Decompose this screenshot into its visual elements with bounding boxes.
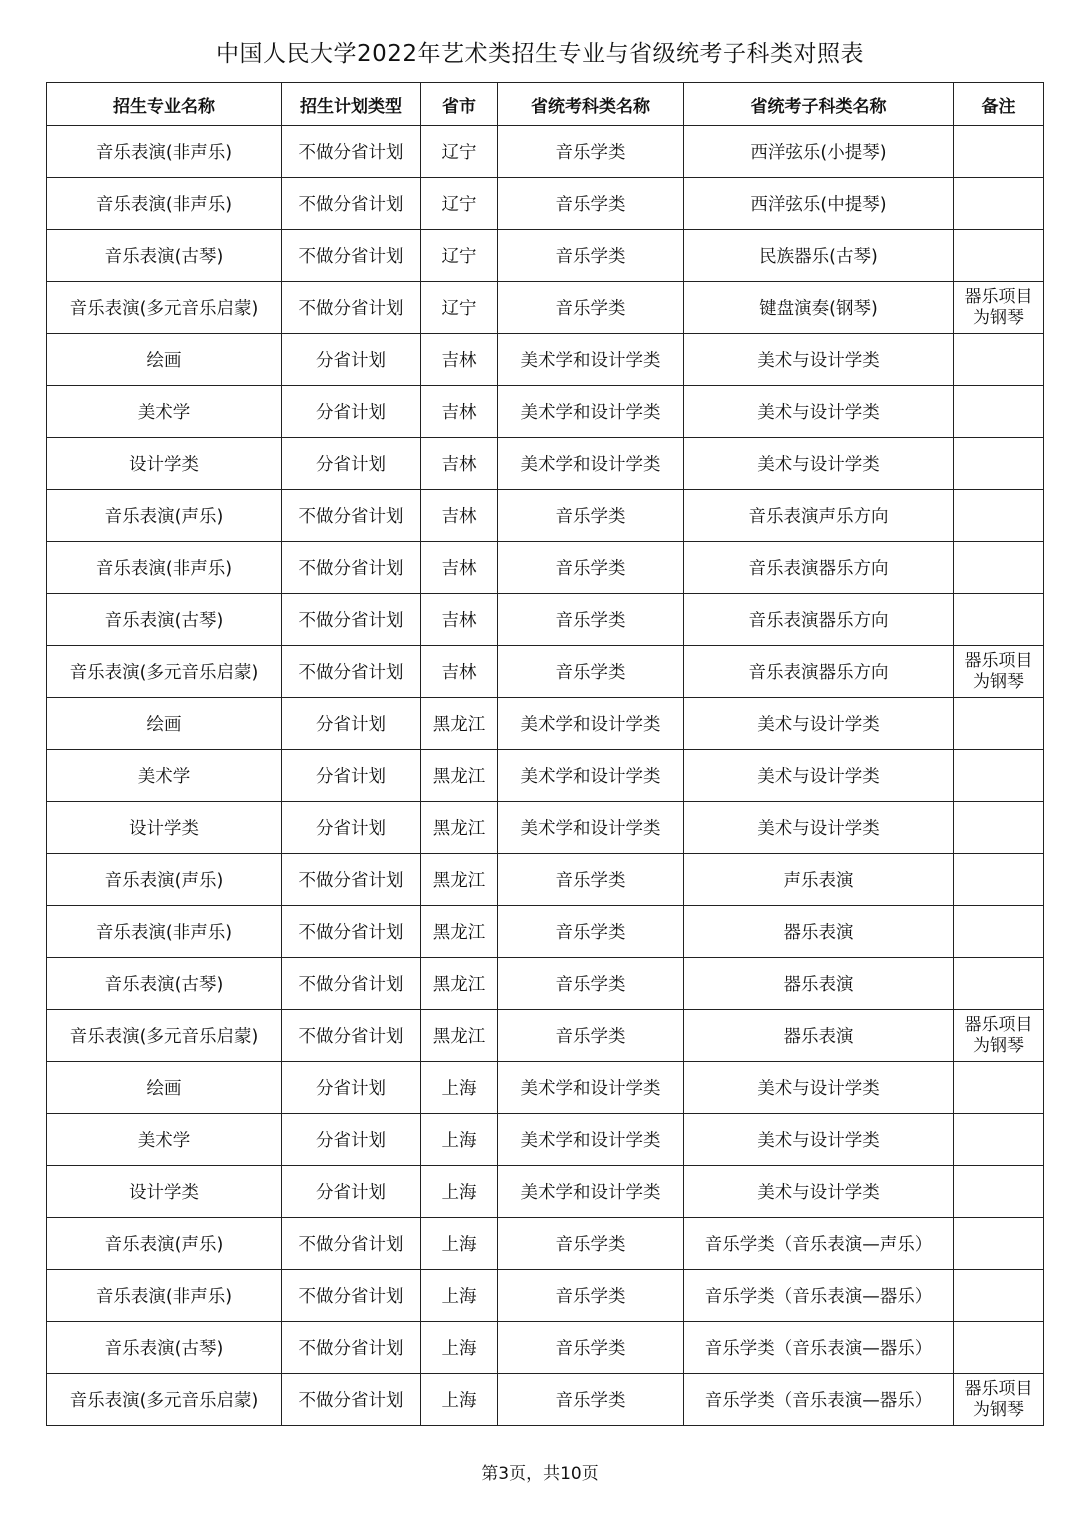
cell-major: 音乐表演(非声乐) [47,126,282,178]
cell-province: 黑龙江 [421,958,498,1010]
cell-province: 辽宁 [421,282,498,334]
table-row [47,1322,1044,1374]
cell-major: 音乐表演(非声乐) [47,542,282,594]
table-header-row [47,83,1044,126]
column-header-province: 省市 [421,83,498,126]
cell-plan-type: 不做分省计划 [282,1218,421,1270]
cell-note: 器乐项目 为钢琴 [954,1374,1044,1426]
cell-note [954,1166,1044,1218]
cell-sub-category: 音乐表演器乐方向 [684,646,954,698]
cell-province: 上海 [421,1062,498,1114]
cell-plan-type: 不做分省计划 [282,230,421,282]
cell-sub-category: 西洋弦乐(中提琴) [684,178,954,230]
cell-plan-type: 不做分省计划 [282,1270,421,1322]
table-row [47,594,1044,646]
cell-note: 器乐项目 为钢琴 [954,282,1044,334]
cell-plan-type: 不做分省计划 [282,1322,421,1374]
cell-note: 器乐项目 为钢琴 [954,646,1044,698]
table-row [47,542,1044,594]
cell-province: 上海 [421,1322,498,1374]
cell-major: 设计学类 [47,1166,282,1218]
cell-plan-type: 不做分省计划 [282,854,421,906]
page-number: 第3页，共10页 [481,1464,599,1484]
cell-sub-category: 美术与设计学类 [684,802,954,854]
cell-major: 音乐表演(多元音乐启蒙) [47,282,282,334]
cell-sub-category: 美术与设计学类 [684,386,954,438]
cell-province: 吉林 [421,490,498,542]
cell-major: 绘画 [47,698,282,750]
column-header-sub-category: 省统考子科类名称 [684,83,954,126]
cell-sub-category: 键盘演奏(钢琴) [684,282,954,334]
cell-major: 音乐表演(多元音乐启蒙) [47,646,282,698]
cell-major: 设计学类 [47,438,282,490]
cell-province: 辽宁 [421,230,498,282]
cell-exam-category: 音乐学类 [498,230,684,282]
cell-exam-category: 音乐学类 [498,594,684,646]
cell-sub-category: 音乐表演声乐方向 [684,490,954,542]
cell-exam-category: 音乐学类 [498,126,684,178]
cell-sub-category: 音乐学类（音乐表演—声乐） [684,1218,954,1270]
cell-note [954,854,1044,906]
cell-note [954,750,1044,802]
cell-exam-category: 音乐学类 [498,854,684,906]
table-row [47,906,1044,958]
cell-major: 音乐表演(声乐) [47,1218,282,1270]
major-category-table [46,82,1044,1426]
cell-exam-category: 音乐学类 [498,646,684,698]
cell-sub-category: 器乐表演 [684,1010,954,1062]
table-row [47,698,1044,750]
cell-sub-category: 音乐表演器乐方向 [684,542,954,594]
cell-note [954,542,1044,594]
cell-note [954,594,1044,646]
cell-sub-category: 声乐表演 [684,854,954,906]
cell-exam-category: 美术学和设计学类 [498,1114,684,1166]
cell-plan-type: 不做分省计划 [282,1010,421,1062]
column-header-major: 招生专业名称 [47,83,282,126]
cell-major: 绘画 [47,334,282,386]
cell-exam-category: 美术学和设计学类 [498,750,684,802]
cell-plan-type: 不做分省计划 [282,958,421,1010]
cell-plan-type: 分省计划 [282,750,421,802]
cell-note: 器乐项目 为钢琴 [954,1010,1044,1062]
column-header-exam-category: 省统考科类名称 [498,83,684,126]
cell-exam-category: 音乐学类 [498,906,684,958]
cell-exam-category: 音乐学类 [498,178,684,230]
table-row [47,750,1044,802]
cell-province: 吉林 [421,334,498,386]
cell-note [954,1322,1044,1374]
cell-sub-category: 美术与设计学类 [684,334,954,386]
table-row [47,178,1044,230]
cell-sub-category: 美术与设计学类 [684,1114,954,1166]
table-row [47,490,1044,542]
cell-sub-category: 音乐表演器乐方向 [684,594,954,646]
cell-sub-category: 音乐学类（音乐表演—器乐） [684,1270,954,1322]
cell-sub-category: 器乐表演 [684,906,954,958]
cell-note [954,1218,1044,1270]
cell-plan-type: 不做分省计划 [282,490,421,542]
cell-province: 吉林 [421,646,498,698]
cell-plan-type: 分省计划 [282,438,421,490]
cell-exam-category: 美术学和设计学类 [498,1166,684,1218]
cell-note [954,438,1044,490]
cell-province: 黑龙江 [421,802,498,854]
cell-exam-category: 音乐学类 [498,282,684,334]
cell-note [954,490,1044,542]
table-row [47,646,1044,698]
cell-province: 黑龙江 [421,906,498,958]
table-body [47,126,1044,1426]
cell-plan-type: 不做分省计划 [282,906,421,958]
table-row [47,1166,1044,1218]
cell-plan-type: 不做分省计划 [282,282,421,334]
cell-province: 辽宁 [421,178,498,230]
table-row [47,334,1044,386]
cell-major: 音乐表演(古琴) [47,1322,282,1374]
cell-province: 上海 [421,1218,498,1270]
cell-plan-type: 不做分省计划 [282,126,421,178]
cell-province: 吉林 [421,386,498,438]
cell-note [954,126,1044,178]
cell-major: 美术学 [47,386,282,438]
column-header-plan-type: 招生计划类型 [282,83,421,126]
cell-province: 吉林 [421,594,498,646]
cell-sub-category: 美术与设计学类 [684,750,954,802]
cell-exam-category: 美术学和设计学类 [498,386,684,438]
cell-note [954,802,1044,854]
cell-sub-category: 音乐学类（音乐表演—器乐） [684,1322,954,1374]
cell-exam-category: 美术学和设计学类 [498,802,684,854]
cell-plan-type: 分省计划 [282,1062,421,1114]
cell-major: 音乐表演(声乐) [47,490,282,542]
table-row [47,1270,1044,1322]
cell-exam-category: 音乐学类 [498,1322,684,1374]
table-row [47,854,1044,906]
cell-note [954,1270,1044,1322]
cell-major: 音乐表演(多元音乐启蒙) [47,1010,282,1062]
cell-major: 绘画 [47,1062,282,1114]
cell-province: 上海 [421,1114,498,1166]
cell-exam-category: 音乐学类 [498,542,684,594]
cell-sub-category: 西洋弦乐(小提琴) [684,126,954,178]
column-header-note: 备注 [954,83,1044,126]
cell-exam-category: 音乐学类 [498,958,684,1010]
cell-plan-type: 分省计划 [282,1114,421,1166]
cell-exam-category: 美术学和设计学类 [498,438,684,490]
table-row [47,1062,1044,1114]
cell-exam-category: 音乐学类 [498,1270,684,1322]
table-row [47,958,1044,1010]
table-row [47,1374,1044,1426]
cell-exam-category: 音乐学类 [498,490,684,542]
cell-exam-category: 音乐学类 [498,1374,684,1426]
cell-plan-type: 不做分省计划 [282,646,421,698]
cell-province: 上海 [421,1270,498,1322]
table-row [47,1010,1044,1062]
cell-major: 音乐表演(非声乐) [47,906,282,958]
table-row [47,282,1044,334]
table-row [47,126,1044,178]
cell-sub-category: 音乐学类（音乐表演—器乐） [684,1374,954,1426]
cell-major: 音乐表演(古琴) [47,230,282,282]
cell-major: 美术学 [47,750,282,802]
cell-plan-type: 不做分省计划 [282,542,421,594]
cell-note [954,1114,1044,1166]
cell-province: 黑龙江 [421,750,498,802]
cell-plan-type: 分省计划 [282,334,421,386]
cell-plan-type: 分省计划 [282,386,421,438]
table-row [47,1114,1044,1166]
cell-note [954,334,1044,386]
cell-note [954,958,1044,1010]
cell-province: 吉林 [421,438,498,490]
cell-sub-category: 美术与设计学类 [684,698,954,750]
cell-major: 音乐表演(非声乐) [47,1270,282,1322]
table-row [47,230,1044,282]
cell-sub-category: 美术与设计学类 [684,1166,954,1218]
cell-major: 美术学 [47,1114,282,1166]
cell-province: 上海 [421,1374,498,1426]
cell-exam-category: 美术学和设计学类 [498,698,684,750]
cell-plan-type: 分省计划 [282,802,421,854]
cell-sub-category: 美术与设计学类 [684,438,954,490]
cell-major: 音乐表演(非声乐) [47,178,282,230]
cell-plan-type: 不做分省计划 [282,1374,421,1426]
cell-plan-type: 不做分省计划 [282,178,421,230]
document-title: 中国人民大学2022年艺术类招生专业与省级统考子科类对照表 [215,41,865,67]
table-row [47,802,1044,854]
table-row [47,386,1044,438]
table-row [47,438,1044,490]
cell-note [954,386,1044,438]
cell-province: 辽宁 [421,126,498,178]
cell-major: 音乐表演(古琴) [47,958,282,1010]
cell-exam-category: 美术学和设计学类 [498,334,684,386]
cell-province: 上海 [421,1166,498,1218]
cell-note [954,698,1044,750]
table-row [47,1218,1044,1270]
cell-major: 设计学类 [47,802,282,854]
cell-province: 黑龙江 [421,1010,498,1062]
cell-major: 音乐表演(多元音乐启蒙) [47,1374,282,1426]
cell-province: 吉林 [421,542,498,594]
cell-note [954,906,1044,958]
cell-province: 黑龙江 [421,854,498,906]
cell-plan-type: 不做分省计划 [282,594,421,646]
cell-exam-category: 音乐学类 [498,1218,684,1270]
cell-exam-category: 音乐学类 [498,1010,684,1062]
cell-plan-type: 分省计划 [282,1166,421,1218]
cell-sub-category: 民族器乐(古琴) [684,230,954,282]
cell-sub-category: 器乐表演 [684,958,954,1010]
cell-note [954,230,1044,282]
cell-major: 音乐表演(古琴) [47,594,282,646]
cell-major: 音乐表演(声乐) [47,854,282,906]
cell-province: 黑龙江 [421,698,498,750]
cell-sub-category: 美术与设计学类 [684,1062,954,1114]
cell-exam-category: 美术学和设计学类 [498,1062,684,1114]
cell-plan-type: 分省计划 [282,698,421,750]
cell-note [954,1062,1044,1114]
cell-note [954,178,1044,230]
